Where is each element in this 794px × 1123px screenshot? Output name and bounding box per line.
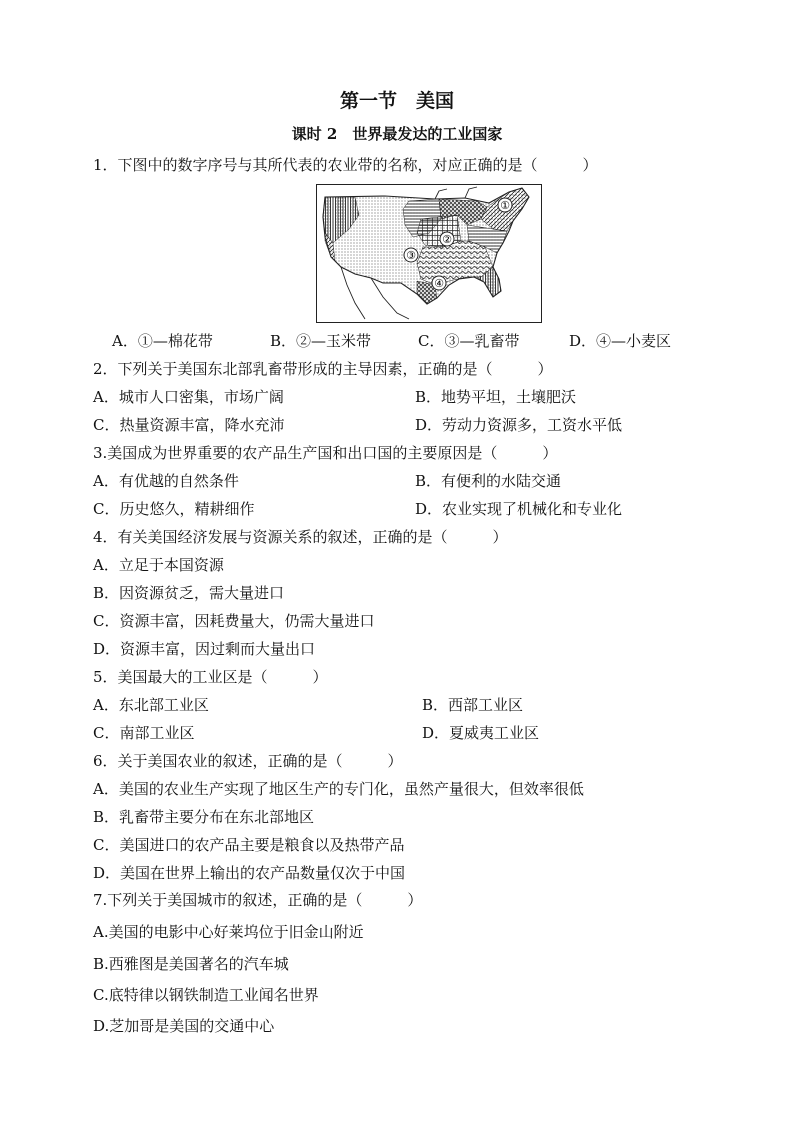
- question-2-stem: 2．下列关于美国东北部乳畜带形成的主导因素，正确的是（ ）: [93, 360, 553, 378]
- q6-option-a: A．美国的农业生产实现了地区生产的专门化，虽然产量很大，但效率很低: [93, 780, 584, 798]
- q5-option-d: D．夏威夷工业区: [422, 724, 540, 742]
- question-5-stem: 5．美国最大的工业区是（ ）: [93, 668, 328, 686]
- map-label-4: ④: [434, 277, 444, 290]
- q6-option-b: B．乳畜带主要分布在东北部地区: [93, 808, 315, 826]
- q3-option-c: C．历史悠久，精耕细作: [93, 500, 255, 518]
- q6-option-d: D．美国在世界上输出的农产品数量仅次于中国: [93, 864, 406, 882]
- q7-option-c: C.底特律以钢铁制造工业闻名世界: [93, 986, 319, 1004]
- us-agriculture-map: [316, 184, 542, 323]
- q2-option-d: D．劳动力资源多，工资水平低: [415, 416, 623, 434]
- question-6-stem: 6．关于美国农业的叙述，正确的是（ ）: [93, 752, 403, 770]
- q3-option-b: B．有便利的水陆交通: [415, 472, 562, 490]
- q2-option-a: A．城市人口密集，市场广阔: [93, 388, 284, 406]
- q7-option-d: D.芝加哥是美国的交通中心: [93, 1017, 275, 1035]
- question-1-stem: 1．下图中的数字序号与其所代表的农业带的名称，对应正确的是（ ）: [93, 156, 598, 174]
- q3-option-a: A．有优越的自然条件: [93, 472, 239, 490]
- q4-option-c: C．资源丰富，因耗费量大，仍需大量进口: [93, 612, 375, 630]
- q2-option-c: C．热量资源丰富，降水充沛: [93, 416, 285, 434]
- q5-option-b: B．西部工业区: [422, 696, 524, 714]
- map-drawing: [317, 185, 540, 321]
- q5-option-c: C．南部工业区: [93, 724, 195, 742]
- question-7-stem: 7.下列关于美国城市的叙述，正确的是（ ）: [93, 891, 423, 909]
- q5-option-a: A．东北部工业区: [93, 696, 209, 714]
- question-4-stem: 4．有关美国经济发展与资源关系的叙述，正确的是（ ）: [93, 528, 508, 546]
- q1-option-b: B．②—玉米带: [270, 332, 372, 350]
- lesson-subtitle: 课时 2 世界最发达的工业国家: [291, 125, 503, 143]
- q1-option-d: D．④—小麦区: [569, 332, 672, 350]
- page-title: 第一节 美国: [339, 90, 454, 112]
- question-3-stem: 3.美国成为世界重要的农产品生产国和出口国的主要原因是（ ）: [93, 444, 558, 462]
- q4-option-a: A．立足于本国资源: [93, 556, 224, 574]
- map-label-1: ①: [500, 199, 510, 212]
- q4-option-b: B．因资源贫乏，需大量进口: [93, 584, 285, 602]
- map-label-3: ③: [406, 249, 416, 262]
- q6-option-c: C．美国进口的农产品主要是粮食以及热带产品: [93, 836, 405, 854]
- map-label-2: ②: [442, 233, 452, 246]
- q4-option-d: D．资源丰富，因过剩而大量出口: [93, 640, 316, 658]
- q3-option-d: D．农业实现了机械化和专业化: [415, 500, 623, 518]
- q7-option-a: A.美国的电影中心好莱坞位于旧金山附近: [93, 923, 364, 941]
- q1-option-a: A．①—棉花带: [112, 332, 213, 350]
- q7-option-b: B.西雅图是美国著名的汽车城: [93, 955, 289, 973]
- q1-option-c: C．③—乳畜带: [418, 332, 520, 350]
- q2-option-b: B．地势平坦，土壤肥沃: [415, 388, 577, 406]
